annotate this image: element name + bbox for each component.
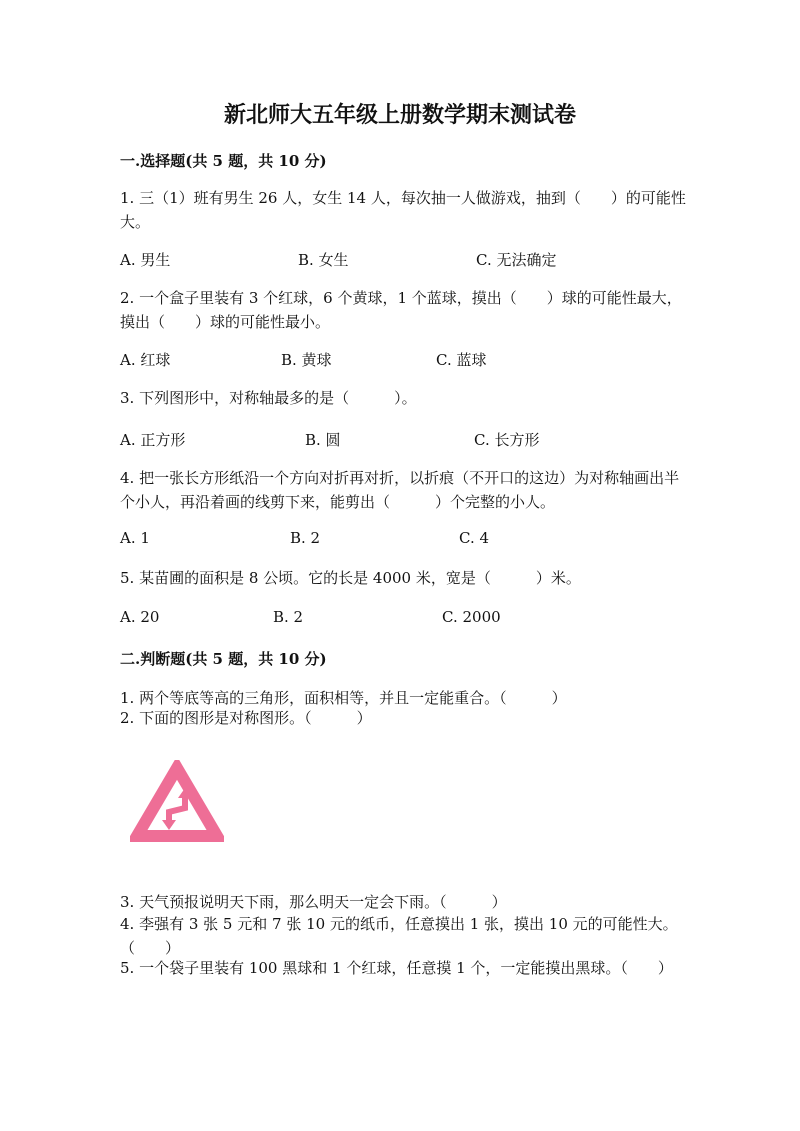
option-b: B. 2 [290, 529, 321, 547]
question-text: 2. 下面的图形是对称图形。（ ） [120, 709, 372, 727]
option-a: A. 红球 [120, 351, 171, 369]
option-b: B. 黄球 [281, 351, 332, 369]
question-text: 4. 李强有 3 张 5 元和 7 张 10 元的纸币，任意摸出 1 张，摸出 10 元的可能性大。 （ ） [120, 915, 716, 957]
option-c: C. 2000 [442, 608, 501, 626]
warning-sign-triangle-icon [130, 760, 224, 844]
question-text: 3. 下列图形中，对称轴最多的是（ ）。 [120, 389, 417, 407]
question-text: 1. 三（1）班有男生 26 人，女生 14 人，每次抽一人做游戏，抽到（ ）的可能性大。 [120, 189, 686, 231]
option-b: B. 女生 [298, 251, 349, 269]
question-text: 3. 天气预报说明天下雨，那么明天一定会下雨。（ ） [120, 893, 507, 911]
option-b: B. 圆 [305, 431, 341, 449]
page-title: 新北师大五年级上册数学期末测试卷 [223, 102, 576, 128]
option-a: A. 1 [120, 529, 150, 547]
option-b: B. 2 [273, 608, 304, 626]
option-c: C. 长方形 [474, 431, 540, 449]
option-c: C. 蓝球 [436, 351, 487, 369]
option-a: A. 男生 [120, 251, 171, 269]
question-text: 4. 把一张长方形纸沿一个方向对折再对折，以折痕（不开口的这边）为对称轴画出半个小人，再沿着画的线剪下来，能剪出（ ）个完整的小人。 [120, 469, 680, 511]
question-text: 5. 一个袋子里装有 100 黑球和 1 个红球，任意摸 1 个，一定能摸出黑球。（ ） [120, 959, 673, 977]
question-text: 1. 两个等底等高的三角形，面积相等，并且一定能重合。（ ） [120, 689, 567, 707]
option-a: A. 20 [120, 608, 160, 626]
section-heading-choice: 一.选择题(共 5 题，共 10 分) [120, 152, 327, 170]
question-text: 2. 一个盒子里装有 3 个红球，6 个黄球，1 个蓝球，摸出（ ）球的可能性最大，摸出（ ）球的可能性最小。 [120, 289, 682, 331]
section-heading-judgement: 二.判断题(共 5 题，共 10 分) [120, 650, 327, 668]
option-c: C. 无法确定 [476, 251, 557, 269]
option-c: C. 4 [459, 529, 490, 547]
option-a: A. 正方形 [120, 431, 186, 449]
question-text: 5. 某苗圃的面积是 8 公顷。它的长是 4000 米，宽是（ ）米。 [120, 569, 581, 587]
